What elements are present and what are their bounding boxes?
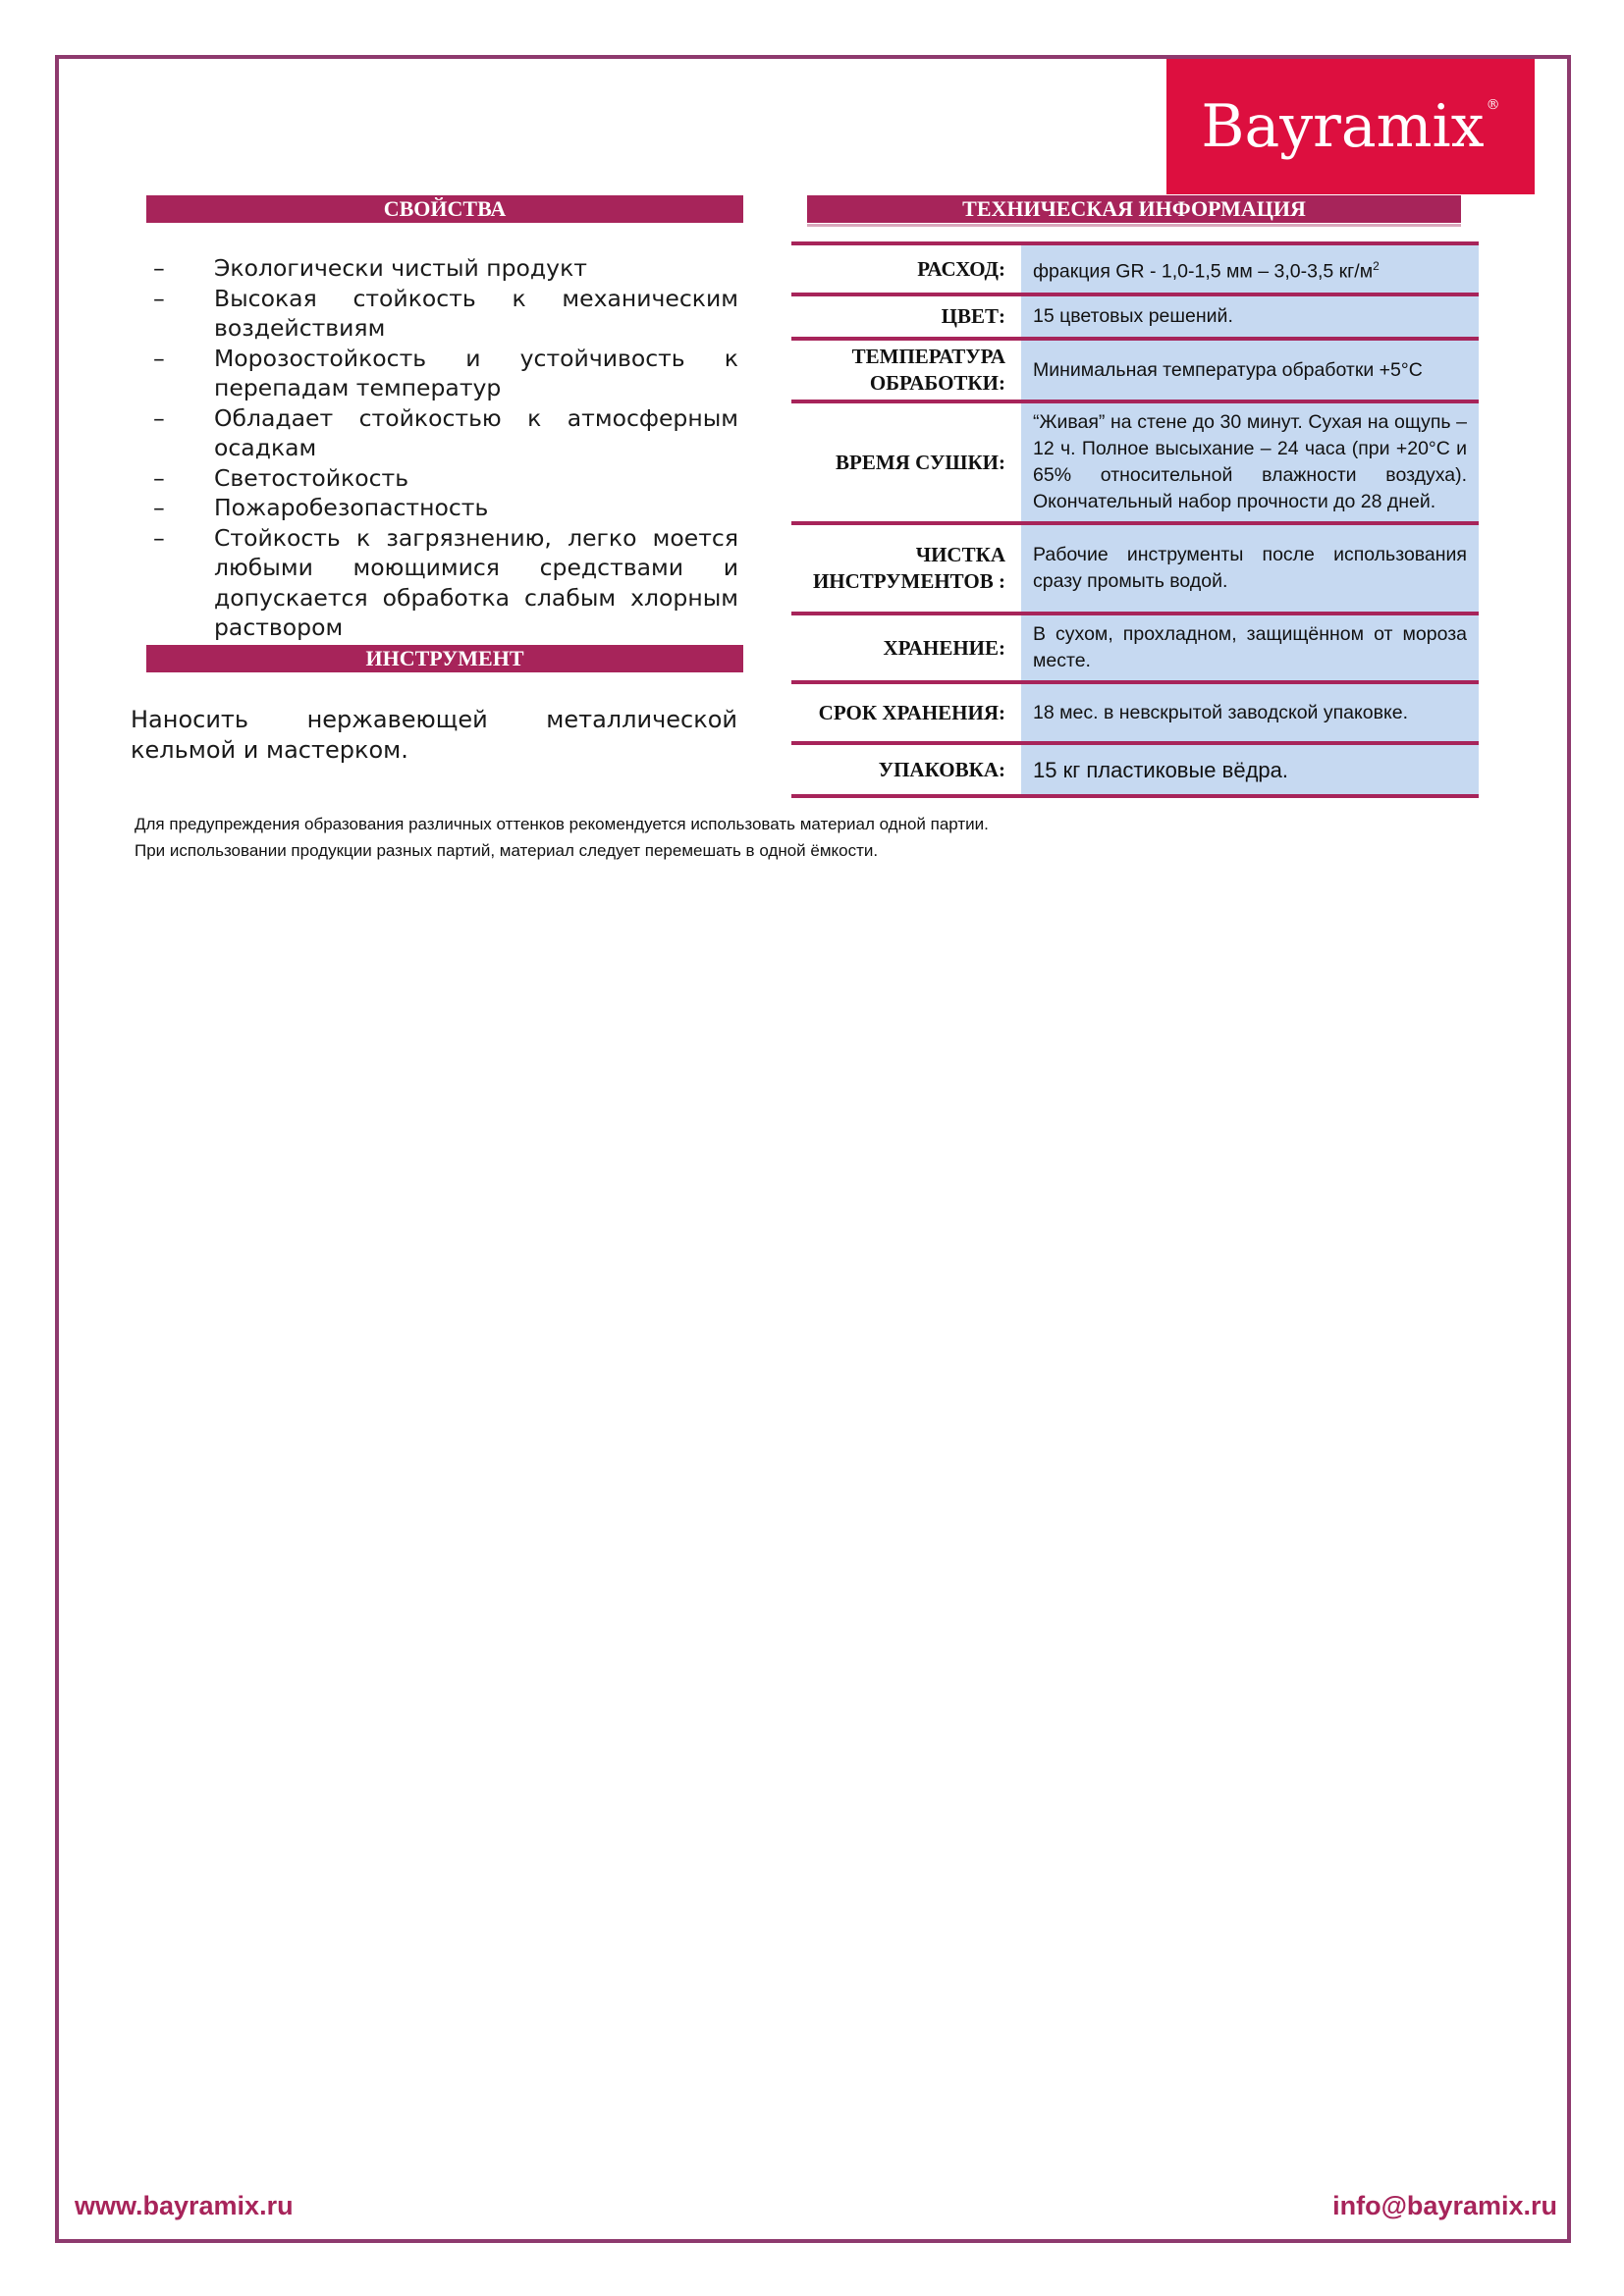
row-label: ЧИСТКА ИНСТРУМЕНТОВ : — [791, 523, 1021, 614]
row-label: РАСХОД: — [791, 243, 1021, 294]
instrument-text: Наносить нержавеющей металлической кельмой и мастерком. — [131, 706, 737, 764]
bullet: – — [153, 463, 165, 492]
row-value: В сухом, прохладном, защищённом от мороза месте. — [1021, 614, 1479, 682]
properties-header: СВОЙСТВА — [146, 195, 743, 223]
row-label: ХРАНЕНИЕ: — [791, 614, 1021, 682]
row-label: ЦВЕТ: — [791, 294, 1021, 339]
row-label: СРОК ХРАНЕНИЯ: — [791, 682, 1021, 743]
technical-header: ТЕХНИЧЕСКАЯ ИНФОРМАЦИЯ — [807, 195, 1461, 223]
registered-mark: ® — [1486, 97, 1500, 113]
row-value: фракция GR - 1,0-1,5 мм – 3,0-3,5 $кг/м^2$ — [1021, 243, 1479, 294]
row-value: “Живая” на стене до 30 минут. Сухая на ощупь – 12 ч. Полное высыхание – 24 часа (при +20°С и 65% относительной влажности воздуха). Окончательный набор прочности до 28 дней. — [1021, 401, 1479, 523]
bullet: – — [153, 344, 165, 372]
instrument-header: ИНСТРУМЕНТ — [146, 645, 743, 672]
brand-logo[interactable] — [1166, 59, 1535, 194]
table-row — [791, 339, 1479, 401]
row-value: Минимальная температура обработки +5°С — [1021, 339, 1479, 401]
table-row — [791, 743, 1479, 796]
row-value: 15 цветовых решений. — [1021, 294, 1479, 339]
email-link[interactable]: info@bayramix.ru — [1332, 2191, 1557, 2220]
row-label: ТЕМПЕРАТУРА ОБРАБОТКИ: — [791, 339, 1021, 401]
list-item: – Морозостойкость и устойчивость к перепадам температур — [153, 344, 738, 401]
batch-note — [135, 811, 1411, 864]
note-line: Для предупреждения образования различных оттенков рекомендуется использовать материал одной партии. — [135, 815, 989, 833]
row-label: УПАКОВКА: — [791, 743, 1021, 796]
row-value: Рабочие инструменты после использования сразу промыть водой. — [1021, 523, 1479, 614]
bullet: – — [153, 284, 165, 312]
table-row — [791, 294, 1479, 339]
brand-name: Bayramix — [1201, 92, 1485, 161]
list-item: – Высокая стойкость к механическим воздействиям — [153, 284, 738, 342]
note-line: При использовании продукции разных партий, материал следует перемешать в одной ёмкости. — [135, 841, 879, 860]
website-link[interactable]: www.bayramix.ru — [75, 2191, 294, 2220]
bullet: – — [153, 523, 165, 552]
list-item: – Светостойкость — [153, 463, 409, 492]
row-value: 18 мес. в невскрытой заводской упаковке. — [1021, 682, 1479, 743]
bullet: – — [153, 403, 165, 432]
row-label: ВРЕМЯ СУШКИ: — [791, 401, 1021, 523]
table-row — [791, 401, 1479, 523]
table-row — [791, 523, 1479, 614]
list-item: – Стойкость к загрязнению, легко моется любыми моющимися средствами и допускается обработка слабым хлорным раствором — [153, 523, 738, 641]
table-row — [791, 243, 1479, 294]
table-row — [791, 682, 1479, 743]
properties-list — [153, 253, 738, 643]
list-item: – Экологически чистый продукт — [153, 254, 587, 282]
technical-table — [791, 241, 1479, 798]
table-row — [791, 614, 1479, 682]
list-item: – Пожаробезопастность — [153, 494, 489, 521]
row-value: 15 кг пластиковые вёдра. — [1021, 743, 1479, 796]
list-item: – Обладает стойкостью к атмосферным осадкам — [153, 403, 738, 461]
bullet: – — [153, 494, 165, 521]
bullet: – — [153, 254, 165, 282]
